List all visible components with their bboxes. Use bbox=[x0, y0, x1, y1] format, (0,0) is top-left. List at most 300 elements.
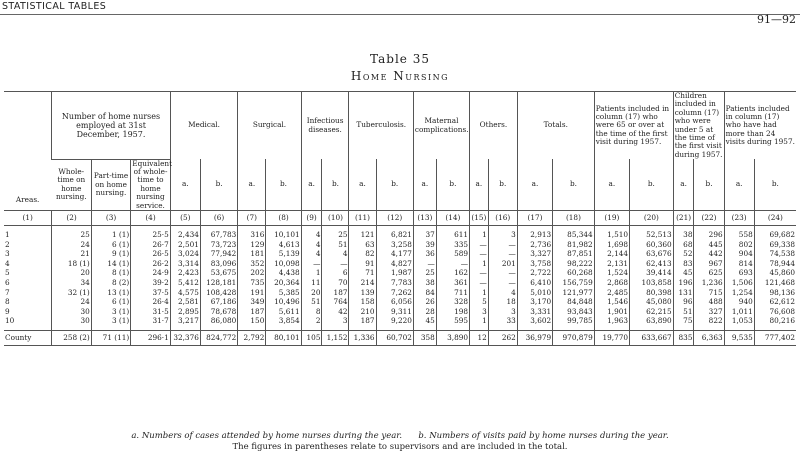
value-cell: 6,410 bbox=[517, 278, 552, 288]
col-a: a. bbox=[673, 159, 694, 210]
value-cell: 34 bbox=[52, 278, 91, 288]
value-cell: 6 (1) bbox=[91, 240, 130, 250]
column-number: (23) bbox=[724, 210, 754, 225]
value-cell: 2,501 bbox=[170, 240, 200, 250]
value-cell: 822 bbox=[694, 316, 724, 326]
value-cell: 3,327 bbox=[517, 249, 552, 259]
value-cell: 156,759 bbox=[553, 278, 595, 288]
column-number: (13) bbox=[413, 210, 436, 225]
value-cell: 327 bbox=[694, 307, 724, 317]
value-cell: 37 bbox=[413, 230, 436, 240]
col-b: b. bbox=[488, 159, 517, 210]
col-a: a. bbox=[724, 159, 754, 210]
value-cell: 69,682 bbox=[754, 230, 796, 240]
value-cell: 3 (1) bbox=[91, 316, 130, 326]
column-number: (12) bbox=[376, 210, 413, 225]
header-rule bbox=[0, 14, 800, 15]
value-cell: 24 bbox=[52, 297, 91, 307]
value-cell: 9,311 bbox=[376, 307, 413, 317]
table-row bbox=[4, 307, 796, 317]
value-cell: 6,056 bbox=[376, 297, 413, 307]
value-cell: 3,854 bbox=[266, 316, 301, 326]
value-cell: 3 bbox=[322, 316, 349, 326]
value-cell: 202 bbox=[238, 268, 266, 278]
value-cell: 2,434 bbox=[170, 230, 200, 240]
running-title: STATISTICAL TABLES bbox=[2, 1, 107, 12]
value-cell: 262 bbox=[488, 330, 517, 345]
value-cell: 67,186 bbox=[200, 297, 237, 307]
value-cell: 3,890 bbox=[436, 330, 469, 345]
value-cell: — bbox=[413, 259, 436, 269]
value-cell: 764 bbox=[322, 297, 349, 307]
value-cell: 2,581 bbox=[170, 297, 200, 307]
value-cell: 24 bbox=[52, 240, 91, 250]
value-cell: 445 bbox=[694, 240, 724, 250]
value-cell: 10,098 bbox=[266, 259, 301, 269]
value-cell: 2,131 bbox=[594, 259, 629, 269]
value-cell: 96 bbox=[673, 297, 694, 307]
value-cell: 210 bbox=[349, 307, 376, 317]
value-cell: 51 bbox=[322, 240, 349, 250]
table-row bbox=[4, 288, 796, 298]
col-b: b. bbox=[200, 159, 237, 210]
value-cell: 74,538 bbox=[754, 249, 796, 259]
value-cell: 3,602 bbox=[517, 316, 552, 326]
value-cell: 31·7 bbox=[131, 316, 170, 326]
value-cell: 25 bbox=[52, 230, 91, 240]
value-cell: 98,222 bbox=[553, 259, 595, 269]
value-cell: 26 bbox=[413, 297, 436, 307]
value-cell: 67,783 bbox=[200, 230, 237, 240]
table-row bbox=[4, 230, 796, 240]
value-cell: 349 bbox=[238, 297, 266, 307]
tuberculosis-header: Tuberculosis. bbox=[349, 92, 413, 160]
value-cell: 2,722 bbox=[517, 268, 552, 278]
value-cell: 76,608 bbox=[754, 307, 796, 317]
table-title: Home Nursing bbox=[350, 69, 450, 83]
value-cell: 2,868 bbox=[594, 278, 629, 288]
value-cell: 26·7 bbox=[131, 240, 170, 250]
value-cell: 1 bbox=[470, 230, 489, 240]
value-cell: 26·4 bbox=[131, 297, 170, 307]
value-cell: 20 bbox=[301, 288, 322, 298]
value-cell: 715 bbox=[694, 288, 724, 298]
value-cell: 8 bbox=[301, 307, 322, 317]
value-cell: 26·2 bbox=[131, 259, 170, 269]
value-cell: 2,736 bbox=[517, 240, 552, 250]
value-cell: 105 bbox=[301, 330, 322, 345]
value-cell: 4 bbox=[301, 249, 322, 259]
table-body bbox=[4, 225, 796, 345]
value-cell: 2 bbox=[301, 316, 322, 326]
value-cell: 1,698 bbox=[594, 240, 629, 250]
col-b: b. bbox=[694, 159, 724, 210]
value-cell: 814 bbox=[724, 259, 754, 269]
value-cell: 4 bbox=[322, 249, 349, 259]
value-cell: 4 bbox=[488, 288, 517, 298]
value-cell: 3,024 bbox=[170, 249, 200, 259]
value-cell: 361 bbox=[436, 278, 469, 288]
value-cell: 1,987 bbox=[376, 268, 413, 278]
value-cell: 1,254 bbox=[724, 288, 754, 298]
value-cell: 1,510 bbox=[594, 230, 629, 240]
value-cell: 198 bbox=[436, 307, 469, 317]
value-cell: 4,177 bbox=[376, 249, 413, 259]
value-cell: 86,080 bbox=[200, 316, 237, 326]
value-cell: 26·5 bbox=[131, 249, 170, 259]
value-cell: 62,413 bbox=[630, 259, 674, 269]
value-cell: 8 (2) bbox=[91, 278, 130, 288]
value-cell: 1 bbox=[470, 259, 489, 269]
value-cell: 1 (1) bbox=[91, 230, 130, 240]
value-cell: 38 bbox=[413, 278, 436, 288]
value-cell: — bbox=[488, 240, 517, 250]
value-cell: 51 bbox=[673, 307, 694, 317]
value-cell: 91 bbox=[349, 259, 376, 269]
column-number: (4) bbox=[131, 210, 170, 225]
value-cell: 735 bbox=[238, 278, 266, 288]
value-cell: 5,611 bbox=[266, 307, 301, 317]
value-cell: 139 bbox=[349, 288, 376, 298]
value-cell: 191 bbox=[238, 288, 266, 298]
value-cell: 4 bbox=[301, 240, 322, 250]
value-cell: 31·5 bbox=[131, 307, 170, 317]
value-cell: 52 bbox=[673, 249, 694, 259]
value-cell: 3,331 bbox=[517, 307, 552, 317]
value-cell: 201 bbox=[488, 259, 517, 269]
area-cell: 6 bbox=[5, 277, 10, 287]
total-row bbox=[4, 330, 796, 345]
value-cell: 121,977 bbox=[553, 288, 595, 298]
value-cell: 3 bbox=[470, 307, 489, 317]
value-cell: 12 bbox=[470, 330, 489, 345]
note-parens: The figures in parentheses relate to supervisors and are included in the total. bbox=[232, 442, 568, 452]
col-a: a. bbox=[470, 159, 489, 210]
value-cell: 940 bbox=[724, 297, 754, 307]
value-cell: 970,879 bbox=[553, 330, 595, 345]
value-cell: 316 bbox=[238, 230, 266, 240]
value-cell: 32 (1) bbox=[52, 288, 91, 298]
column-number: (24) bbox=[754, 210, 796, 225]
value-cell: 187 bbox=[322, 288, 349, 298]
table-row bbox=[4, 268, 796, 278]
value-cell: 150 bbox=[238, 316, 266, 326]
value-cell: 121 bbox=[349, 230, 376, 240]
area-cell: 10 bbox=[5, 316, 15, 326]
value-cell: 42 bbox=[322, 307, 349, 317]
value-cell: 87,851 bbox=[553, 249, 595, 259]
equivalent-header: Equivalent of whole-time to home nursing service. bbox=[132, 158, 173, 210]
value-cell: 1,336 bbox=[349, 330, 376, 345]
value-cell: 70 bbox=[322, 278, 349, 288]
value-cell: 128,181 bbox=[200, 278, 237, 288]
value-cell: 2,423 bbox=[170, 268, 200, 278]
value-cell: 10,496 bbox=[266, 297, 301, 307]
value-cell: 158 bbox=[349, 297, 376, 307]
area-cell: 1 bbox=[5, 229, 10, 239]
col-b: b. bbox=[436, 159, 469, 210]
value-cell: 187 bbox=[238, 307, 266, 317]
value-cell: 2,485 bbox=[594, 288, 629, 298]
value-cell: 60,360 bbox=[630, 240, 674, 250]
note-a: a. Numbers of cases attended by home nurses during the year. bbox=[131, 431, 403, 441]
col-a: a. bbox=[517, 159, 552, 210]
value-cell: 1 bbox=[301, 268, 322, 278]
value-cell: — bbox=[470, 249, 489, 259]
col-b: b. bbox=[630, 159, 674, 210]
value-cell: 37·5 bbox=[131, 288, 170, 298]
value-cell: — bbox=[488, 249, 517, 259]
column-number-row bbox=[4, 210, 796, 225]
value-cell: 1,524 bbox=[594, 268, 629, 278]
value-cell: 2,913 bbox=[517, 230, 552, 240]
value-cell: 73,723 bbox=[200, 240, 237, 250]
value-cell: 78,944 bbox=[754, 259, 796, 269]
value-cell: 98,136 bbox=[754, 288, 796, 298]
column-number: (1) bbox=[22, 212, 33, 222]
value-cell: 60,702 bbox=[376, 330, 413, 345]
value-cell: 13 (1) bbox=[91, 288, 130, 298]
value-cell: 3 bbox=[488, 230, 517, 240]
value-cell: 39·2 bbox=[131, 278, 170, 288]
column-number: (14) bbox=[436, 210, 469, 225]
col-b: b. bbox=[322, 159, 349, 210]
column-number: (17) bbox=[517, 210, 552, 225]
column-number: (9) bbox=[301, 210, 322, 225]
value-cell: 611 bbox=[436, 230, 469, 240]
column-number: (8) bbox=[266, 210, 301, 225]
value-cell: 5,010 bbox=[517, 288, 552, 298]
value-cell: 75 bbox=[673, 316, 694, 326]
value-cell: 7,783 bbox=[376, 278, 413, 288]
value-cell: 45,080 bbox=[630, 297, 674, 307]
home-nursing-table bbox=[4, 91, 796, 346]
value-cell: 6 bbox=[322, 268, 349, 278]
value-cell: 1,236 bbox=[694, 278, 724, 288]
column-number: (15) bbox=[470, 210, 489, 225]
col-a: a. bbox=[301, 159, 322, 210]
note-b: b. Numbers of visits paid by home nurses during the year. bbox=[418, 431, 669, 441]
value-cell: 45,860 bbox=[754, 268, 796, 278]
value-cell: 1,506 bbox=[724, 278, 754, 288]
value-cell: 25·5 bbox=[131, 230, 170, 240]
value-cell: 3,258 bbox=[376, 240, 413, 250]
value-cell: 181 bbox=[238, 249, 266, 259]
value-cell: 84,848 bbox=[553, 297, 595, 307]
area-cell: 3 bbox=[5, 249, 10, 259]
area-cell: 9 bbox=[5, 306, 10, 316]
value-cell: 967 bbox=[694, 259, 724, 269]
value-cell: 4,438 bbox=[266, 268, 301, 278]
value-cell: 558 bbox=[724, 230, 754, 240]
column-number: (19) bbox=[594, 210, 629, 225]
value-cell: 30 bbox=[52, 307, 91, 317]
col-a: a. bbox=[170, 159, 200, 210]
value-cell: 84 bbox=[413, 288, 436, 298]
value-cell: 93,843 bbox=[553, 307, 595, 317]
value-cell: 5,412 bbox=[170, 278, 200, 288]
value-cell: 30 bbox=[52, 316, 91, 326]
value-cell: 20 bbox=[52, 268, 91, 278]
table-number: Table 35 bbox=[370, 52, 430, 66]
value-cell: 1 bbox=[470, 288, 489, 298]
value-cell: 39 bbox=[413, 240, 436, 250]
value-cell: 3,170 bbox=[517, 297, 552, 307]
col-b: b. bbox=[754, 159, 796, 210]
column-number: (7) bbox=[238, 210, 266, 225]
value-cell: — bbox=[488, 268, 517, 278]
value-cell: 71 (11) bbox=[91, 330, 130, 345]
whole-time-header: Whole-time on home nursing. bbox=[55, 167, 87, 202]
value-cell: 9 (1) bbox=[91, 249, 130, 259]
value-cell: 62,215 bbox=[630, 307, 674, 317]
area-cell: 5 bbox=[5, 268, 10, 278]
value-cell: — bbox=[322, 259, 349, 269]
value-cell: 14 (1) bbox=[91, 259, 130, 269]
value-cell: 77,942 bbox=[200, 249, 237, 259]
value-cell: 595 bbox=[436, 316, 469, 326]
value-cell: 214 bbox=[349, 278, 376, 288]
value-cell: 39,414 bbox=[630, 268, 674, 278]
value-cell: 24·9 bbox=[131, 268, 170, 278]
col-b: b. bbox=[553, 159, 595, 210]
value-cell: 2,792 bbox=[238, 330, 266, 345]
others-header: Others. bbox=[470, 92, 518, 160]
value-cell: 33 bbox=[488, 316, 517, 326]
value-cell: 5 bbox=[470, 297, 489, 307]
value-cell: 63,676 bbox=[630, 249, 674, 259]
table-row bbox=[4, 240, 796, 250]
value-cell: 711 bbox=[436, 288, 469, 298]
value-cell: 296 bbox=[694, 230, 724, 240]
column-number: (22) bbox=[694, 210, 724, 225]
value-cell: 68 bbox=[673, 240, 694, 250]
value-cell: 51 bbox=[301, 297, 322, 307]
value-cell: 131 bbox=[673, 288, 694, 298]
value-cell: 18 (1) bbox=[52, 259, 91, 269]
value-cell: 60,268 bbox=[553, 268, 595, 278]
value-cell: 1 bbox=[470, 316, 489, 326]
value-cell: 4,613 bbox=[266, 240, 301, 250]
value-cell: 62,612 bbox=[754, 297, 796, 307]
value-cell: 103,858 bbox=[630, 278, 674, 288]
maternal-header: Maternal complications. bbox=[413, 92, 469, 160]
value-cell: 904 bbox=[724, 249, 754, 259]
value-cell: 99,785 bbox=[553, 316, 595, 326]
value-cell: 5,385 bbox=[266, 288, 301, 298]
value-cell: 352 bbox=[238, 259, 266, 269]
column-number: (11) bbox=[349, 210, 376, 225]
value-cell: 38 bbox=[673, 230, 694, 240]
value-cell: 3 bbox=[488, 307, 517, 317]
value-cell: 36,979 bbox=[517, 330, 552, 345]
value-cell: 6,821 bbox=[376, 230, 413, 240]
value-cell: 625 bbox=[694, 268, 724, 278]
value-cell: 53,675 bbox=[200, 268, 237, 278]
value-cell: — bbox=[470, 278, 489, 288]
col-a: a. bbox=[349, 159, 376, 210]
value-cell: 83 bbox=[673, 259, 694, 269]
value-cell: 3 (1) bbox=[91, 307, 130, 317]
column-number: (3) bbox=[91, 210, 130, 225]
value-cell: 824,772 bbox=[200, 330, 237, 345]
value-cell: 45 bbox=[413, 316, 436, 326]
value-cell: 777,402 bbox=[754, 330, 796, 345]
footnote-a-b bbox=[0, 431, 800, 441]
value-cell: 78,678 bbox=[200, 307, 237, 317]
value-cell: 80,101 bbox=[266, 330, 301, 345]
value-cell: 3,314 bbox=[170, 259, 200, 269]
value-cell: 442 bbox=[694, 249, 724, 259]
value-cell: 80,216 bbox=[754, 316, 796, 326]
value-cell: 162 bbox=[436, 268, 469, 278]
value-cell: 25 bbox=[322, 230, 349, 240]
value-cell: 82 bbox=[349, 249, 376, 259]
value-cell: 9,535 bbox=[724, 330, 754, 345]
value-cell: 129 bbox=[238, 240, 266, 250]
table-row bbox=[4, 297, 796, 307]
infectious-header: Infectious diseases. bbox=[301, 92, 349, 160]
value-cell: 6 (1) bbox=[91, 297, 130, 307]
employed-header: Number of home nurses employed at 31st December, 1957. bbox=[52, 92, 170, 160]
value-cell: 328 bbox=[436, 297, 469, 307]
value-cell: 2,895 bbox=[170, 307, 200, 317]
value-cell: — bbox=[301, 259, 322, 269]
value-cell: 488 bbox=[694, 297, 724, 307]
value-cell: 21 bbox=[52, 249, 91, 259]
value-cell: 8 (1) bbox=[91, 268, 130, 278]
column-number: (5) bbox=[170, 210, 200, 225]
value-cell: 187 bbox=[349, 316, 376, 326]
value-cell: 69,338 bbox=[754, 240, 796, 250]
value-cell: 80,398 bbox=[630, 288, 674, 298]
value-cell: 18 bbox=[488, 297, 517, 307]
value-cell: 25 bbox=[413, 268, 436, 278]
part-time-header: Part-time on home nursing. bbox=[91, 159, 130, 210]
col-a: a. bbox=[594, 159, 629, 210]
value-cell: 633,667 bbox=[630, 330, 674, 345]
value-cell: 2,144 bbox=[594, 249, 629, 259]
table-row bbox=[4, 249, 796, 259]
area-cell: 4 bbox=[5, 258, 10, 268]
value-cell: 108,428 bbox=[200, 288, 237, 298]
value-cell: — bbox=[470, 268, 489, 278]
value-cell: 335 bbox=[436, 240, 469, 250]
value-cell: 10,101 bbox=[266, 230, 301, 240]
value-cell: 3,758 bbox=[517, 259, 552, 269]
value-cell: 258 (2) bbox=[52, 330, 91, 345]
value-cell: 1,963 bbox=[594, 316, 629, 326]
area-cell: 7 bbox=[5, 287, 10, 297]
col-a: a. bbox=[413, 159, 436, 210]
column-number: (2) bbox=[52, 210, 91, 225]
over24-header: Patients included in column (17) who have had more than 24 visits during 1957. bbox=[724, 92, 796, 160]
value-cell: 71 bbox=[349, 268, 376, 278]
value-cell: 36 bbox=[413, 249, 436, 259]
areas-header: Areas. bbox=[15, 194, 40, 204]
value-cell: 1,011 bbox=[724, 307, 754, 317]
value-cell: 589 bbox=[436, 249, 469, 259]
value-cell: 4,575 bbox=[170, 288, 200, 298]
value-cell: 11 bbox=[301, 278, 322, 288]
value-cell: — bbox=[436, 259, 469, 269]
value-cell: 196 bbox=[673, 278, 694, 288]
value-cell: 693 bbox=[724, 268, 754, 278]
value-cell: 83,096 bbox=[200, 259, 237, 269]
table-row bbox=[4, 259, 796, 269]
table-row bbox=[4, 316, 796, 326]
value-cell: 802 bbox=[724, 240, 754, 250]
